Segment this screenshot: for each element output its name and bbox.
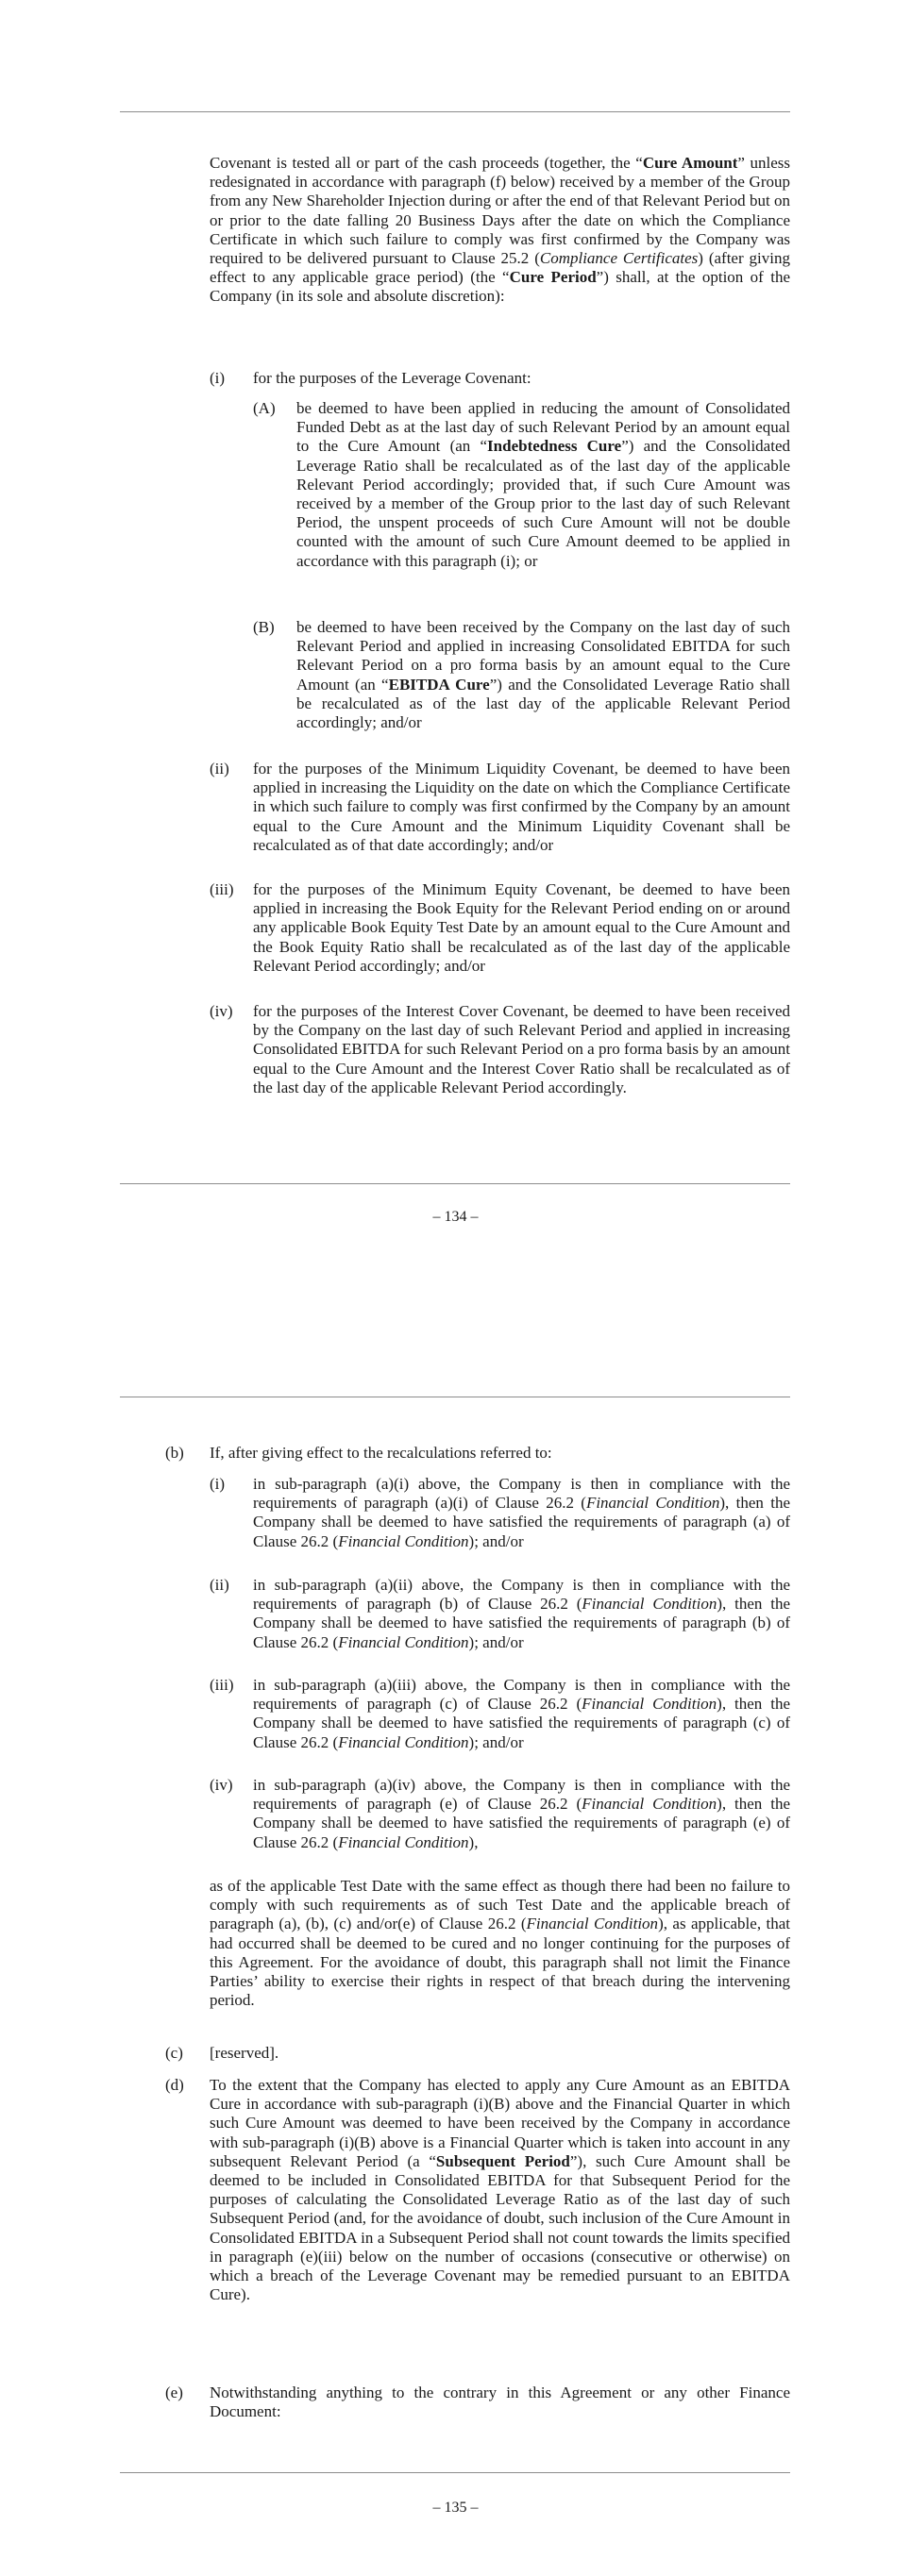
text-run: ”) shall, at the option of the Company (in its sole and absolute discretion): [210,268,790,306]
page-number-135: – 135 – [432,2500,479,2516]
page-134-top-rule [120,111,790,112]
clause-title: Financial Condition [338,1732,469,1751]
item-marker: (iv) [210,1002,233,1020]
clause-title: Financial Condition [338,1531,469,1550]
clause-title: Financial Condition [582,1795,717,1814]
text-run: ), then the Company shall be deemed to have satisfied the requirements of paragraph (a) of Clause 26.2 ( [253,1494,791,1550]
text-run: ); and/or [468,1732,524,1751]
para-e-text: Notwithstanding anything to the contrary in this Agreement or any other Finance Document: [210,2384,790,2421]
item-marker: (ii) [210,760,229,778]
item-marker: (iv) [210,1776,233,1794]
clause-title: Compliance Certificates [539,249,699,268]
text-run: ), then the Company shall be deemed to have satisfied the requirements of paragraph (c) of Clause 26.2 ( [253,1695,790,1751]
text-run: for the purposes of the Interest Cover Covenant, be deemed to have been received by the Company on the last day of such Relevant Period and applied in increasing Consolidated EBITDA for such Relevant Period on a pro forma basis by an amount equal to the Cure Amount and the Interest Cover Ratio shall be recalculated as of the last day of the applicable Relevant Period accordingly. [253,1002,790,1096]
item-marker: (i) [210,369,226,387]
item-text [253,1002,790,1097]
clause-title: Financial Condition [526,1915,659,1933]
text-run: ); and/or [468,1531,524,1550]
text-run: in sub-paragraph (a)(iv) above, the Company is then in compliance with the requirements of paragraph (e) of Clause 26.2 ( [253,1776,790,1814]
page-135-bottom-rule [120,2472,790,2473]
item-text [253,1475,790,1551]
para-d-marker: (d) [165,2076,184,2094]
item-marker: (B) [253,618,275,636]
defined-term: EBITDA Cure [388,675,490,694]
para-d-text [210,2076,790,2304]
item-text [296,618,790,732]
text-run: as of the applicable Test Date with the same effect as though there had been no failure to comply with such requirements as of such Test Date and the applicable breach of paragraph (a), (b), (c) and/or(e) of Clause 26.2 ( [210,1877,790,1933]
item-text [253,1676,790,1752]
text-run: ” unless redesignated in accordance with paragraph (f) below) received by a member of the Group from any New Shareholder Injection during or after the end of that Relevant Period but on or prior to the date falling 20 Business Days after the date on which the Compliance Certificate in which such failure to comply was first confirmed by the Company was required to be delivered pursuant to Clause 25.2 ( [210,154,790,268]
text-run: for the purposes of the Minimum Liquidity Covenant, be deemed to have been applied in increasing the Liquidity on the date on which the Compliance Certificate in which such failure to comply was first confirmed by the Company by an amount equal to the Cure Amount and the Minimum Liquidity Covenant shall be recalculated as of that date accordingly; and/or [253,760,790,854]
defined-term: Cure Period [509,268,597,287]
clause-title: Financial Condition [582,1695,717,1714]
para-e-marker: (e) [165,2384,183,2401]
item-marker: (i) [210,1475,226,1493]
text-run: ); and/or [468,1632,524,1651]
item-text [296,399,790,571]
item-marker: (iii) [210,1676,234,1694]
item-marker: (A) [253,399,276,417]
text-run: ) (after giving effect to any applicable grace period) (the “ [210,249,790,287]
item-text [253,1576,790,1652]
page-number-134: – 134 – [432,1209,479,1225]
text-run: ), [468,1832,479,1851]
item-text [253,369,790,388]
text-run: be deemed to have been applied in reducing the amount of Consolidated Funded Debt as at the last day of such Relevant Period by an amount equal to the Cure Amount (an “ [296,399,790,456]
clause-title: Financial Condition [585,1494,720,1513]
item-text [253,760,790,855]
defined-term: Cure Amount [642,154,738,172]
item-text [253,1776,790,1852]
page-134-bottom-rule [120,1183,790,1184]
text-run: ”), such Cure Amount shall be deemed to be included in Consolidated EBITDA for that Subsequent Period for the purposes of calculating the Consolidated Leverage Ratio as of the last day of such Subsequent Period (and, for the avoidance of doubt, such inclusion of the Cure Amount in Consolidated EBITDA in a Subsequent Period shall not count towards the limits specified in paragraph (e)(iii) below on the number of occasions (consecutive or otherwise) on which a breach of the Leverage Covenant may be remedied pursuant to an EBITDA Cure). [210,2151,790,2304]
clause-title: Financial Condition [338,1632,469,1651]
text-run: ), then the Company shall be deemed to have satisfied the requirements of paragraph (b) of Clause 26.2 ( [253,1595,791,1651]
text-run: for the purposes of the Minimum Equity Covenant, be deemed to have been applied in increasing the Book Equity for the Relevant Period ending on or around any applicable Book Equity Test Date by an amount equal to the Cure Amount and the Book Equity Ratio shall be recalculated as of the last day of the applicable Relevant Period accordingly; and/or [253,880,790,975]
text-run: To the extent that the Company has elected to apply any Cure Amount as an EBITDA Cure in accordance with sub-paragraph (i)(B) above and the Financial Quarter in which such Cure Amount was deemed to have been received by the Company in accordance with sub-paragraph (i)(B) above is a Financial Quarter which is taken into account in any subsequent Relevant Period (a “ [210,2076,790,2170]
clause-title: Financial Condition [582,1595,717,1614]
defined-term: Indebtedness Cure [487,437,622,456]
clause-title: Financial Condition [338,1832,469,1851]
text-run: in sub-paragraph (a)(i) above, the Company is then in compliance with the requirements of paragraph (a)(i) of Clause 26.2 ( [253,1475,790,1513]
text-run: ”) and the Consolidated Leverage Ratio shall be recalculated as of the last day of the applicable Relevant Period accordingly; provided that, if such Cure Amount was received by a member of the Group prior to the last day of such Relevant Period, the unspent proceeds of such Cure Amount will not be double counted with the amount of such Cure Amount deemed to be applied in accordance with this paragraph (i); or [296,437,791,570]
text-run: in sub-paragraph (a)(iii) above, the Company is then in compliance with the requirements of paragraph (c) of Clause 26.2 ( [253,1676,790,1714]
intro-paragraph [210,154,790,307]
para-c-text: [reserved]. [210,2044,279,2062]
item-text [253,880,790,976]
para-b-tail [210,1877,790,2010]
item-marker: (ii) [210,1576,229,1594]
para-b-marker: (b) [165,1444,184,1462]
text-run: Covenant is tested all or part of the cash proceeds (together, the “ [210,154,643,172]
text-run: for the purposes of the Leverage Covenant: [253,369,531,387]
para-b-lead: If, after giving effect to the recalculations referred to: [210,1444,552,1462]
text-run: ”) and the Consolidated Leverage Ratio shall be recalculated as of the last day of the applicable Relevant Period accordingly; and/or [296,675,790,732]
para-c-marker: (c) [165,2044,183,2062]
defined-term: Subsequent Period [435,2151,570,2170]
text-run: in sub-paragraph (a)(ii) above, the Company is then in compliance with the requirements of paragraph (b) of Clause 26.2 ( [253,1576,790,1614]
text-run: ), as applicable, that had occurred shall be deemed to be cured and no longer continuing for the purposes of this Agreement. For the avoidance of doubt, this paragraph shall not limit the Finance Parties’ ability to exercise their rights in respect of that breach during the intervening period. [210,1915,790,2010]
text-run: ), then the Company shall be deemed to have satisfied the requirements of paragraph (e) of Clause 26.2 ( [253,1795,790,1851]
text-run: be deemed to have been received by the Company on the last day of such Relevant Period and applied in increasing Consolidated EBITDA for such Relevant Period on a pro forma basis by an amount equal to the Cure Amount (an “ [296,618,790,694]
item-marker: (iii) [210,880,234,898]
